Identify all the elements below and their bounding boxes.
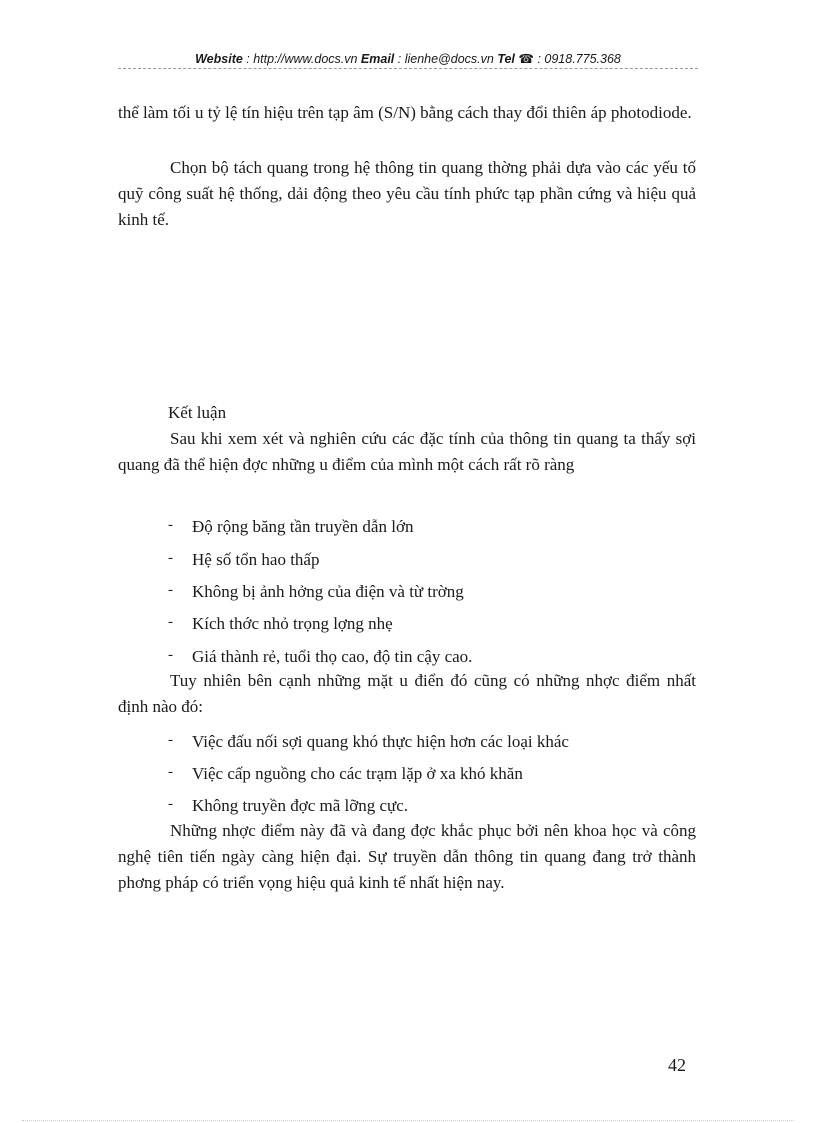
email-label: Email xyxy=(360,52,395,66)
email-address[interactable]: : lienhe@docs.vn xyxy=(394,52,498,66)
page-number: 42 xyxy=(668,1055,686,1075)
paragraph-snr: thể làm tối u tỷ lệ tín hiệu trên tạp âm (S/N) bằng cách thay đổi thiên áp photodiode. xyxy=(118,103,692,122)
bullet-dash-icon: - xyxy=(168,582,173,598)
disadvantage-item: - Việc cấp nguồng cho các trạm lặp ở xa khó khăn xyxy=(168,761,523,785)
disadvantage-item: - Việc đấu nối sợi quang khó thực hiện hơn các loại khác xyxy=(168,729,569,753)
paragraph-photodetector-choice: Chọn bộ tách quang trong hệ thông tin quang thờng phải dựa vào các yếu tố quỹ công suất hệ thống, dải động theo yêu cầu tính phức tạp phần cứng và hiệu quả kinh tế. xyxy=(118,158,696,229)
paragraph-closing: Những nhợc điểm này đã và đang đợc khắc phục bởi nên khoa học và công nghệ tiên tiến ngày càng hiện đại. Sự truyền dẫn thông tin quang đang trở thành phơng pháp có triển vọng hiệu quả kinh tế nhất hiện nay. xyxy=(118,821,696,892)
paragraph-disadvantages-intro: Tuy nhiên bên cạnh những mặt u điển đó cũng có những nhợc điểm nhất định nào đó: xyxy=(118,671,696,716)
bullet-dash-icon: - xyxy=(168,732,173,748)
bullet-dash-icon: - xyxy=(168,796,173,812)
bullet-dash-icon: - xyxy=(168,647,173,663)
header-divider xyxy=(118,68,698,69)
bullet-dash-icon: - xyxy=(168,550,173,566)
advantage-item: - Độ rộng băng tần truyền dẫn lớn xyxy=(168,514,413,538)
footer-divider xyxy=(22,1120,794,1121)
paragraph-conclusion-intro: Sau khi xem xét và nghiên cứu các đặc tính của thông tin quang ta thấy sợi quang đã thể hiện đợc những u điểm của mình một cách rất rõ ràng xyxy=(118,429,696,474)
page-header xyxy=(118,51,698,66)
section-heading-conclusion: Kết luận xyxy=(168,403,227,422)
tel-label: Tel xyxy=(497,52,515,66)
advantage-item: - Giá thành rẻ, tuổi thọ cao, độ tin cậy cao. xyxy=(168,644,472,668)
bullet-dash-icon: - xyxy=(168,614,173,630)
website-url[interactable]: : http://www.docs.vn xyxy=(242,52,361,66)
advantage-item: - Không bị ảnh hởng của điện và từ trờng xyxy=(168,579,464,603)
bullet-dash-icon: - xyxy=(168,764,173,780)
bullet-dash-icon: - xyxy=(168,517,173,533)
tel-number: : 0918.775.368 xyxy=(533,52,621,66)
phone-icon: ☎ xyxy=(518,52,534,66)
website-label: Website xyxy=(195,52,243,66)
advantage-item: - Kích thớc nhỏ trọng lợng nhẹ xyxy=(168,611,393,635)
advantage-item: - Hệ số tổn hao thấp xyxy=(168,547,319,571)
disadvantage-item: - Không truyền đợc mã lỡng cực. xyxy=(168,793,408,817)
